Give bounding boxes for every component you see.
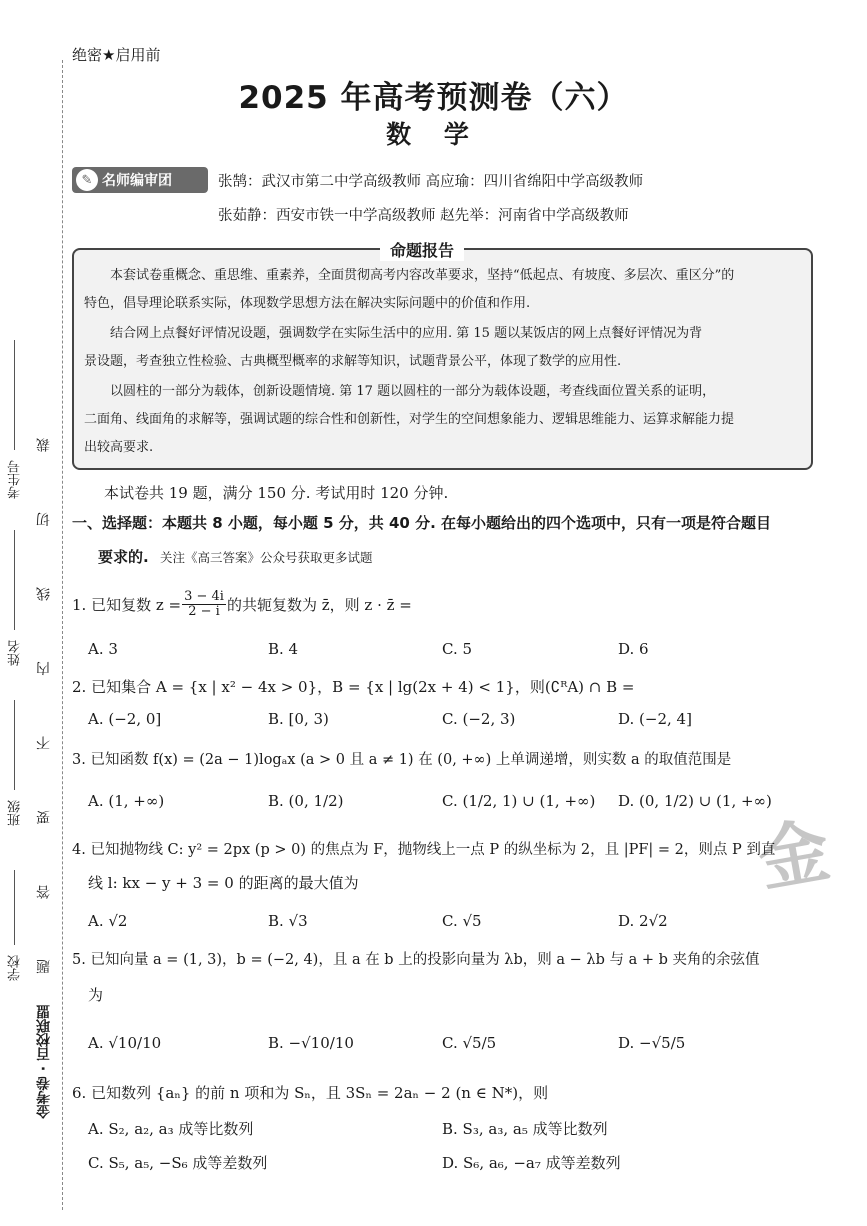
report-para: 以圆柱的一部分为载体，创新设题情境. 第 17 题以圆柱的一部分为载体设题，考查线面位置关系的证明， [110,384,716,399]
question-stem: 1. 已知复数 z = [72,596,182,614]
option[interactable]: A. (1, +∞) [88,792,165,810]
fraction-denominator: 2 − i [188,604,220,619]
report-para: 结合网上点餐好评情况设题，强调数学在实际生活中的应用. 第 15 题以某饭店的网上点餐好评情况为背 [110,326,703,341]
option[interactable]: B. (0, 1/2) [268,792,344,810]
sidebar-brand: 金考卷 · 百校联盟 [36,1005,52,1119]
subject-title: 数 学 [386,120,481,149]
promo-note: 关注《高三答案》公众号获取更多试题 [159,550,373,565]
report-para: 二面角、线面角的求解等，强调试题的综合性和创新性，对学生的空间想象能力、逻辑思维能力、运算求解能力提 [84,412,735,427]
report-para: 特色，倡导理论联系实际，体现数学思想方法在解决实际问题中的价值和作用. [84,296,531,311]
question-6: 6. 已知数列 {aₙ} 的前 n 项和为 Sₙ，且 3Sₙ = 2aₙ − 2 (n ∈ N*)，则 [72,1084,549,1102]
exam-intro: 本试卷共 19 题，满分 150 分. 考试用时 120 分钟. [104,484,449,502]
sidebar-field-school: 学校 [8,955,23,981]
option[interactable]: B. [0, 3) [268,710,329,728]
option[interactable]: B. −√10/10 [268,1034,354,1052]
page-title: 2025 年高考预测卷（六） [238,80,629,116]
option[interactable]: D. 6 [618,640,649,658]
watermark-seal: 金 [752,808,836,903]
report-para: 出较高要求. [84,440,154,455]
question-1 [72,590,412,619]
fraction [182,590,226,619]
report-title: 命题报告 [380,238,464,261]
cut-line [62,60,63,1210]
editor-line-2: 张茹静：西安市铁一中学高级教师 赵先举：河南省中学高级教师 [218,208,629,224]
fraction-numerator: 3 − 4i [184,589,224,604]
option[interactable]: D. −√5/5 [618,1034,686,1052]
question-4: 4. 已知抛物线 C: y² = 2px (p > 0) 的焦点为 F，抛物线上一点 P 的纵坐标为 2，且 |PF| = 2，则点 P 到直 [72,842,776,858]
report-box [72,248,813,470]
question-5: 5. 已知向量 a = (1, 3)，b = (−2, 4)，且 a 在 b 上的投影向量为 λb，则 a − λb 与 a + b 夹角的余弦值 [72,952,760,968]
report-para: 景设题，考查独立性检验、古典概型概率的求解等知识，试题背景公平，体现了数学的应用性. [84,354,622,369]
sidebar-field-line [14,530,15,630]
option[interactable]: C. S₅, a₅, −S₆ 成等差数列 [88,1154,268,1172]
question-4-cont: 线 l: kx − y + 3 = 0 的距离的最大值为 [88,874,359,892]
editor-badge-label: 名师编审团 [102,173,172,189]
sidebar-field-line [14,340,15,450]
section-heading-cont [98,546,372,567]
question-5-cont: 为 [88,986,104,1004]
editor-line-1: 张鹄：武汉市第二中学高级教师 高应瑜：四川省绵阳中学高级教师 [218,174,644,190]
option[interactable]: D. 2√2 [618,912,668,930]
option[interactable]: C. √5/5 [442,1034,497,1052]
option[interactable]: D. S₆, a₆, −a₇ 成等差数列 [442,1154,621,1172]
sidebar-field-name: 姓名 [8,640,23,666]
question-3: 3. 已知函数 f(x) = (2a − 1)logₐx (a > 0 且 a ≠ 1) 在 (0, +∞) 上单调递增，则实数 a 的取值范围是 [72,752,732,768]
option[interactable]: C. (1/2, 1) ∪ (1, +∞) [442,792,596,810]
option[interactable]: C. √5 [442,912,482,930]
option[interactable]: B. 4 [268,640,299,658]
option[interactable]: C. (−2, 3) [442,710,516,728]
confidential-label: 绝密★启用前 [72,46,161,64]
sidebar-field-line [14,700,15,790]
section-heading-text: 要求的. [98,548,149,566]
question-2: 2. 已知集合 A = {x | x² − 4x > 0}，B = {x | lg(2x + 4) < 1}，则(∁ᴿA) ∩ B = [72,678,635,696]
option[interactable]: B. √3 [268,912,308,930]
question-stem: 的共轭复数为 z̄，则 z · z̄ = [226,596,412,614]
option[interactable]: A. S₂, a₂, a₃ 成等比数列 [88,1120,254,1138]
option[interactable]: A. √10/10 [88,1034,162,1052]
sidebar-warning: 题 答 要 不 内 线 切 裁 [36,410,52,974]
sidebar-field-exam-id: 考生号 [8,460,23,499]
section-heading: 一、选择题：本题共 8 小题，每小题 5 分，共 40 分. 在每小题给出的四个选项中，只有一项是符合题目 [72,514,772,532]
option[interactable]: A. √2 [88,912,128,930]
editor-badge [72,167,208,193]
option[interactable]: A. 3 [88,640,118,658]
option[interactable]: C. 5 [442,640,473,658]
option[interactable]: A. (−2, 0] [88,710,162,728]
teacher-icon: ✎ [76,169,98,191]
option[interactable]: D. (−2, 4] [618,710,692,728]
option[interactable]: B. S₃, a₃, a₅ 成等比数列 [442,1120,608,1138]
sidebar-field-line [14,870,15,945]
sidebar-field-class: 班级 [8,800,23,826]
option[interactable]: D. (0, 1/2) ∪ (1, +∞) [618,792,772,810]
report-para: 本套试卷重概念、重思维、重素养，全面贯彻高考内容改革要求，坚持“低起点、有坡度、多层次、重区分”的 [110,268,735,283]
